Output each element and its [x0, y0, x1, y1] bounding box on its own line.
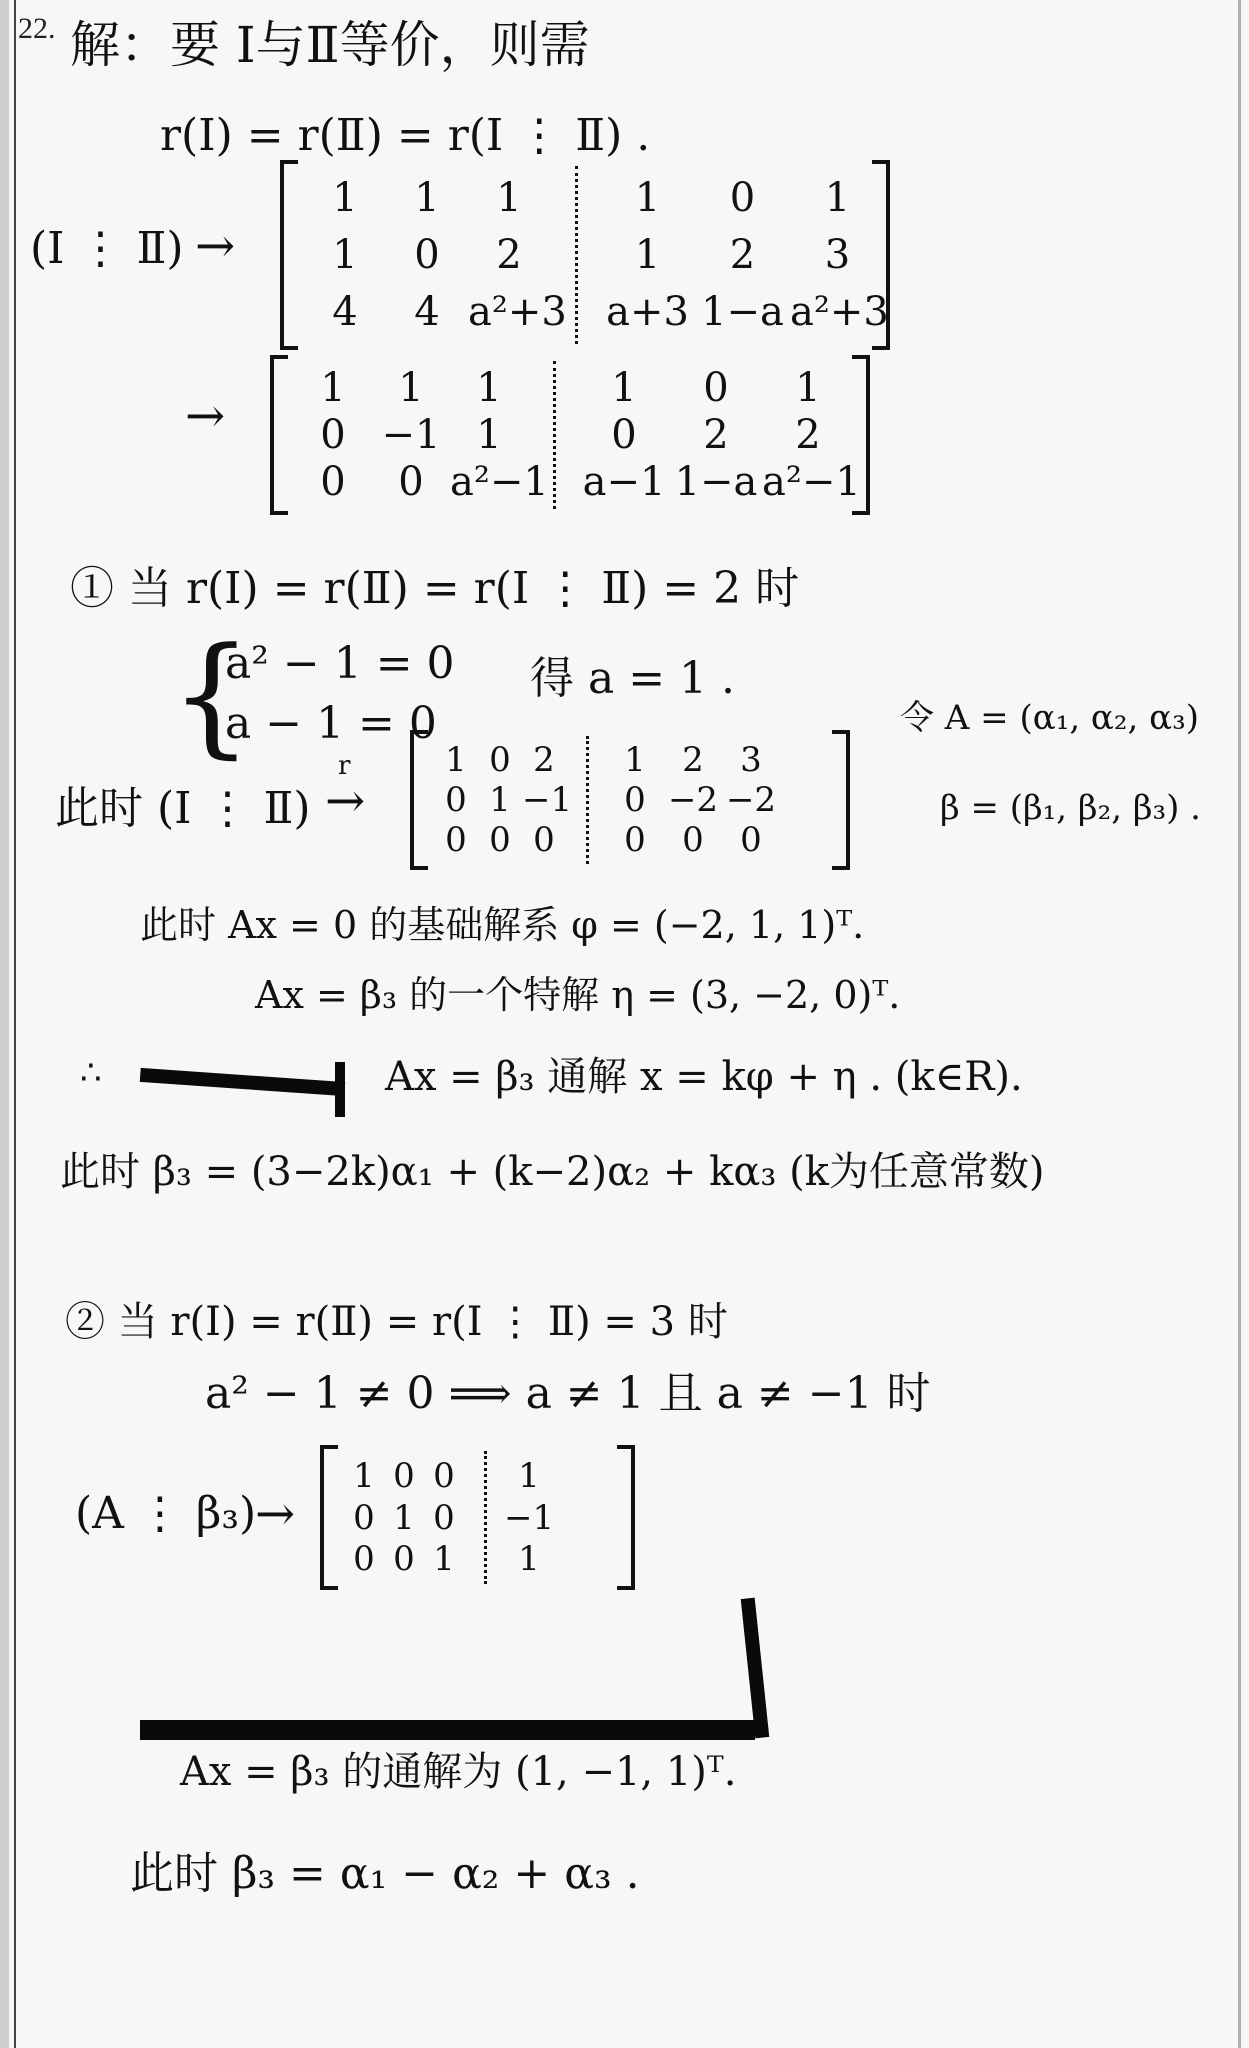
matrix-cell: 2	[729, 232, 756, 278]
at-this-time-label: 此时 (Ⅰ ⋮ Ⅱ)	[55, 783, 311, 834]
therefore-symbol: ∴	[80, 1053, 102, 1093]
matrix-cell: a²−1	[450, 458, 549, 505]
matrix-cell: 2	[682, 740, 704, 780]
matrix-cell: 1−a	[674, 458, 758, 505]
matrix-cell: 1	[332, 175, 358, 222]
matrix-cell: −1	[381, 412, 441, 458]
matrix-right-bracket	[832, 730, 850, 870]
matrix-cell: 1	[393, 1497, 415, 1538]
matrix-left-bracket	[320, 1445, 338, 1590]
row-reduce-label: r	[338, 751, 351, 781]
aug-label: (Ⅰ ⋮ Ⅱ)	[30, 223, 184, 274]
matrix-cell: 1	[476, 365, 502, 412]
matrix-cell: 0	[433, 1497, 455, 1538]
matrix-left-bracket	[270, 355, 288, 515]
beta3-final: 此时 β₃ = α₁ − α₂ + α₃ .	[130, 1848, 640, 1899]
scan-artifact-bar	[335, 1062, 345, 1117]
augmented-separator	[586, 736, 589, 864]
matrix-cell: 3	[740, 740, 762, 780]
matrix-cell: 0	[320, 458, 346, 505]
matrix-cell: 1	[518, 1455, 540, 1496]
matrix-cell: 0	[489, 820, 511, 860]
intro-line: 解：要 Ⅰ与Ⅱ等价，则需	[70, 16, 590, 74]
matrix-cell: 0	[533, 820, 555, 860]
row-reduce-arrow: →	[185, 388, 226, 444]
matrix-cell: 1	[353, 1455, 375, 1496]
define-A: 令 A = (α₁, α₂, α₃)	[900, 698, 1199, 738]
matrix-cell: −2	[725, 780, 777, 820]
matrix-cell: 1	[332, 232, 358, 278]
case-1-heading: ① 当 r(Ⅰ) = r(Ⅱ) = r(Ⅰ ⋮ Ⅱ) = 2 时	[70, 563, 800, 614]
matrix-cell: 2	[703, 412, 729, 458]
matrix-cell: −1	[504, 1497, 555, 1538]
matrix-cell: 1	[414, 175, 440, 222]
matrix-augmented-4	[320, 1445, 635, 1590]
matrix-cell: 0	[703, 365, 729, 412]
row-reduce-arrow: →	[195, 218, 236, 274]
augmented-separator	[484, 1451, 487, 1584]
particular-solution: Ax = β₃ 的一个特解 η = (3, −2, 0)ᵀ.	[255, 973, 901, 1017]
general-solution: Ax = β₃ 通解 x = kφ + η . (k∈R).	[385, 1054, 1023, 1100]
matrix-cell: 0	[740, 820, 762, 860]
matrix-cell: 1	[398, 365, 424, 412]
matrix-cell: 1	[445, 740, 467, 780]
matrix-cell: 0	[624, 780, 646, 820]
solution-a: 得 a = 1 .	[530, 653, 736, 704]
matrix-cell: 2	[496, 232, 522, 278]
matrix-cell: 1	[824, 175, 851, 222]
matrix-cell: 0	[489, 740, 511, 780]
matrix-cell: 4	[332, 288, 358, 335]
system-eq-1: a² − 1 = 0	[225, 638, 455, 689]
matrix-cell: 0	[624, 820, 646, 860]
matrix-cell: 0	[611, 412, 637, 458]
matrix-cell: −2	[667, 780, 719, 820]
matrix-augmented-3	[410, 730, 850, 870]
rank-condition: r(Ⅰ) = r(Ⅱ) = r(Ⅰ ⋮ Ⅱ) .	[160, 110, 651, 161]
matrix-cell: 4	[414, 288, 440, 335]
beta3-expression: 此时 β₃ = (3−2k)α₁ + (k−2)α₂ + kα₃ (k为任意常数)	[60, 1149, 1045, 1195]
matrix-cell: 0	[445, 780, 467, 820]
matrix-cell: 1	[496, 175, 522, 222]
matrix-cell: 1	[624, 740, 646, 780]
matrix-cell: 0	[393, 1455, 415, 1496]
augmented-separator	[553, 361, 556, 509]
matrix-cell: −1	[522, 780, 573, 820]
matrix-cell: a²+3	[790, 288, 889, 335]
augmented-separator	[575, 166, 578, 344]
matrix-cell: a+3	[606, 288, 689, 335]
scan-artifact-bar	[741, 1598, 770, 1739]
scan-artifact-bar	[140, 1068, 345, 1096]
page-edge	[0, 0, 9, 2048]
scan-artifact-bar	[140, 1720, 755, 1740]
problem-number: 22.	[18, 12, 56, 45]
system-brace: {	[170, 619, 253, 771]
matrix-cell: a−1	[582, 458, 666, 505]
matrix-cell: 2	[795, 412, 821, 458]
matrix-cell: 1−a	[701, 288, 784, 335]
matrix-cell: 0	[353, 1497, 375, 1538]
matrix-cell: 1	[489, 780, 511, 820]
case-2-solution: Ax = β₃ 的通解为 (1, −1, 1)ᵀ.	[180, 1749, 737, 1795]
matrix-cell: a²+3	[468, 288, 567, 335]
matrix-augmented-2	[270, 355, 870, 515]
matrix-cell: 3	[824, 232, 851, 278]
matrix-cell: 1	[518, 1539, 540, 1580]
matrix-cell: 0	[320, 412, 346, 458]
matrix-cell: 2	[533, 740, 555, 780]
matrix-cell: 1	[611, 365, 637, 412]
basis-solution: 此时 Ax = 0 的基础解系 φ = (−2, 1, 1)ᵀ.	[140, 903, 865, 947]
matrix-cell: 1	[433, 1539, 455, 1580]
matrix-cell: 0	[398, 458, 424, 505]
matrix-cell: 0	[414, 232, 440, 278]
matrix-left-bracket	[280, 160, 298, 350]
matrix-cell: 0	[445, 820, 467, 860]
aug2-label: (A ⋮ β₃)	[75, 1488, 257, 1539]
page-right-edge	[1238, 0, 1241, 2048]
matrix-cell: 1	[634, 232, 661, 278]
matrix-right-bracket	[617, 1445, 635, 1590]
define-beta: β = (β₁, β₂, β₃) .	[940, 788, 1201, 828]
page-margin-line	[14, 0, 16, 2048]
matrix-cell: 0	[682, 820, 704, 860]
system-eq-2: a − 1 = 0	[225, 698, 437, 749]
matrix-cell: 1	[634, 175, 661, 222]
row-reduce-arrow: →	[255, 1486, 296, 1542]
matrix-augmented-1	[280, 160, 890, 350]
matrix-cell: 0	[353, 1539, 375, 1580]
matrix-cell: 0	[729, 175, 756, 222]
matrix-cell: 1	[476, 412, 502, 458]
row-reduce-arrow: →	[325, 773, 366, 829]
matrix-cell: 1	[795, 365, 821, 412]
matrix-cell: 0	[393, 1539, 415, 1580]
matrix-left-bracket	[410, 730, 428, 870]
matrix-cell: 1	[320, 365, 346, 412]
case-2-condition: a² − 1 ≠ 0 ⟹ a ≠ 1 且 a ≠ −1 时	[205, 1368, 931, 1419]
matrix-cell: 0	[433, 1455, 455, 1496]
matrix-cell: a²−1	[762, 458, 861, 505]
case-2-heading: ② 当 r(Ⅰ) = r(Ⅱ) = r(Ⅰ ⋮ Ⅱ) = 3 时	[65, 1299, 728, 1345]
